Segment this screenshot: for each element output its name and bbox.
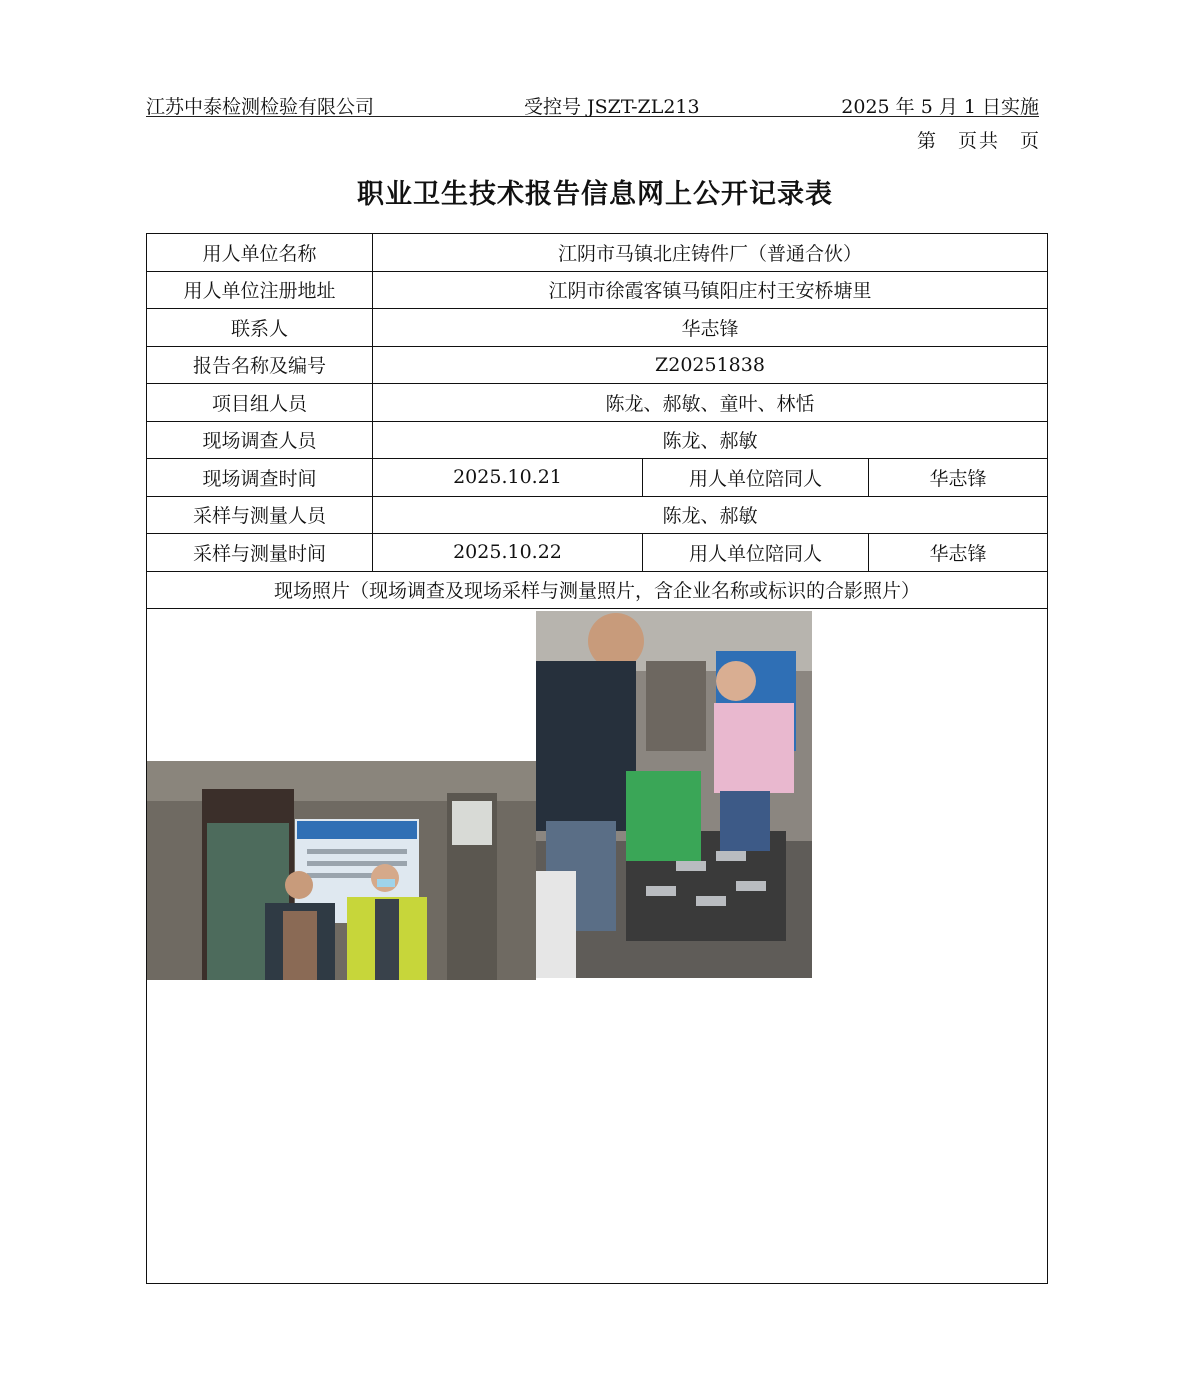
table-row xyxy=(147,384,1048,422)
site-photo-sampling xyxy=(536,611,812,978)
employer-name-label: 用人单位名称 xyxy=(147,234,373,272)
team-value: 陈龙、郝敏、童叶、林恬 xyxy=(373,384,1048,422)
table-row xyxy=(147,309,1048,347)
company-name: 江苏中泰检测检验有限公司 xyxy=(146,96,375,118)
table-row xyxy=(147,346,1048,384)
photos-label: 现场照片（现场调查及现场采样与测量照片，含企业名称或标识的合影照片） xyxy=(147,571,1048,609)
page-info xyxy=(897,126,1041,153)
table-row xyxy=(147,271,1048,309)
survey-staff-label: 现场调查人员 xyxy=(147,421,373,459)
address-value: 江阴市徐霞客镇马镇阳庄村王安桥塘里 xyxy=(373,271,1048,309)
sampling-escort-value: 华志锋 xyxy=(869,534,1048,572)
survey-escort-value: 华志锋 xyxy=(869,459,1048,497)
contact-label: 联系人 xyxy=(147,309,373,347)
sampling-staff-label: 采样与测量人员 xyxy=(147,496,373,534)
report-number: Z20251838 xyxy=(373,346,1048,384)
photos-cell xyxy=(147,609,1048,1284)
page-info-part1: 第 xyxy=(916,130,938,152)
document-header xyxy=(146,92,1039,117)
employer-name-value: 江阴市马镇北庄铸件厂（普通合伙） xyxy=(373,234,1048,272)
page-info-part3: 页 xyxy=(1019,130,1041,152)
survey-escort-label: 用人单位陪同人 xyxy=(643,459,869,497)
survey-time-value: 2025.10.21 xyxy=(373,459,643,497)
table-row xyxy=(147,571,1048,609)
sampling-escort-label: 用人单位陪同人 xyxy=(643,534,869,572)
contact-value: 华志锋 xyxy=(373,309,1048,347)
table-row xyxy=(147,496,1048,534)
survey-staff-value: 陈龙、郝敏 xyxy=(373,421,1048,459)
report-label: 报告名称及编号 xyxy=(147,346,373,384)
photos-area xyxy=(147,609,1047,1283)
page-info-part2: 页共 xyxy=(957,130,1000,152)
effective-date: 2025 年 5 月 1 日实施 xyxy=(841,96,1039,118)
record-table xyxy=(146,233,1048,1284)
table-row xyxy=(147,234,1048,272)
sampling-staff-value: 陈龙、郝敏 xyxy=(373,496,1048,534)
sampling-time-label: 采样与测量时间 xyxy=(147,534,373,572)
page-title: 职业卫生技术报告信息网上公开记录表 xyxy=(357,179,833,210)
address-label: 用人单位注册地址 xyxy=(147,271,373,309)
control-number: 受控号 JSZT-ZL213 xyxy=(524,96,700,118)
table-row xyxy=(147,534,1048,572)
table-row xyxy=(147,459,1048,497)
sampling-time-value: 2025.10.22 xyxy=(373,534,643,572)
survey-time-label: 现场调查时间 xyxy=(147,459,373,497)
table-row xyxy=(147,609,1048,1284)
team-label: 项目组人员 xyxy=(147,384,373,422)
table-row xyxy=(147,421,1048,459)
site-photo-group xyxy=(147,761,536,980)
